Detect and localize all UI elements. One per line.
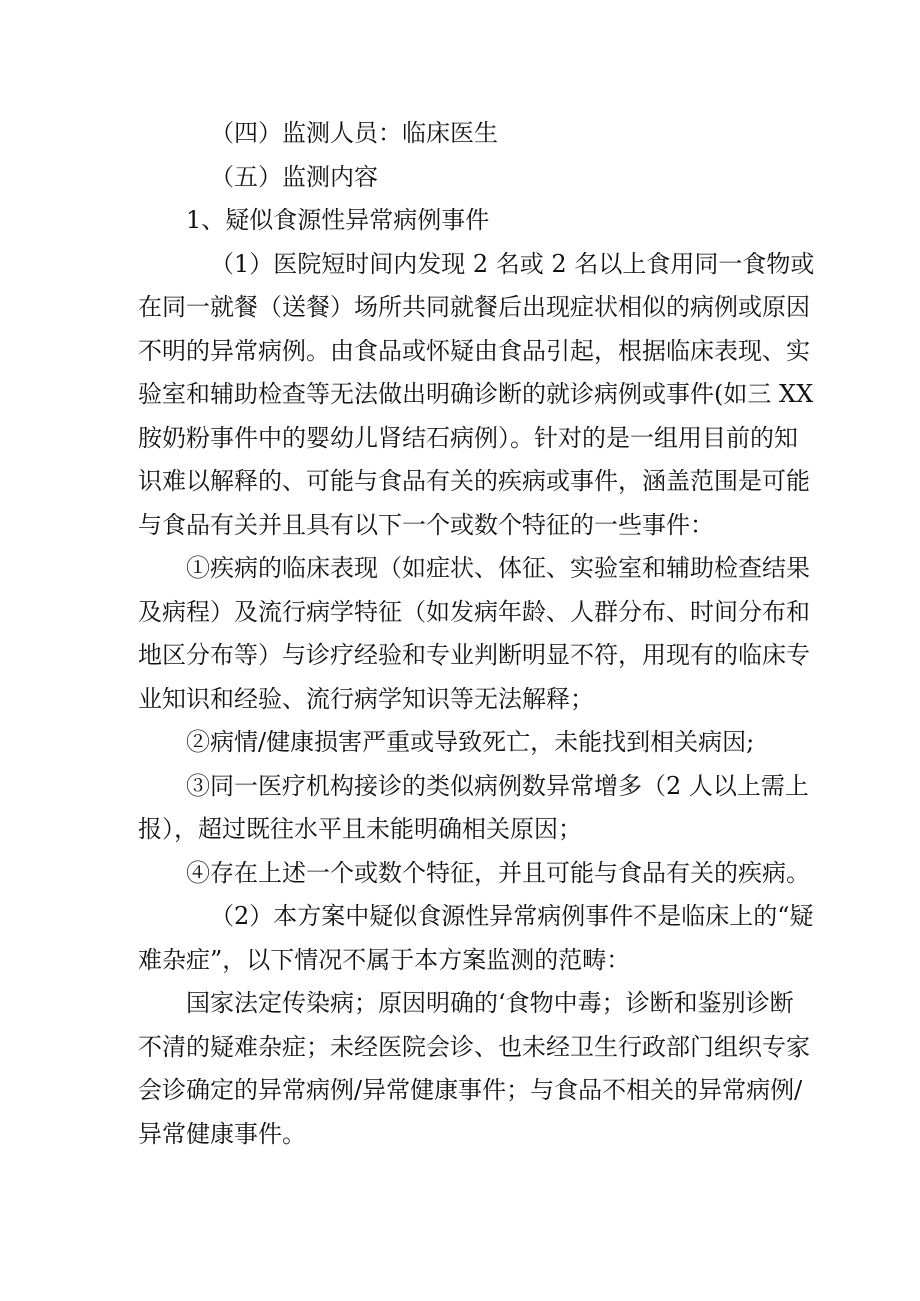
paragraph-2-line: 难杂症”，以下情况不属于本方案监测的范畴： [138,945,631,974]
paragraph-3-line: 国家法定传染病；原因明确的‘食物中毒；诊断和鉴别诊断 [186,989,794,1017]
subheading-1-text: 1、疑似食源性异常病例事件 [186,206,490,234]
list-item-1-line: 地区分布等）与诊疗经验和专业判断明显不符，用现有的临床专 [138,641,810,669]
list-item-1-line: 业知识和经验、流行病学知识等无法解释； [138,684,594,713]
list-item-1-line: 及病程）及流行病学特征（如发病年龄、人群分布、时间分布和 [138,597,810,626]
heading-section-4-text: （四）监测人员：临床医生 [210,119,498,147]
heading-section-4 [138,112,798,156]
paragraph-1-line: 与食品有关并且具有以下一个或数个特征的一些事件： [138,510,714,539]
paragraph-1 [138,243,815,548]
document-body [138,112,815,1156]
paragraph-2 [138,895,814,982]
heading-section-5-text: （五）监测内容 [210,162,378,191]
list-item-3-line: 报），超过既往水平且未能明确相关原因； [138,815,582,843]
paragraph-3-line: 不清的疑难杂症；未经医院会诊、也未经卫生行政部门组织专家 [138,1032,810,1061]
paragraph-1-line: 识难以解释的、可能与食品有关的疾病或事件，涵盖范围是可能 [138,467,810,495]
paragraph-1-line: 胺奶粉事件中的婴幼儿肾结石病例）。针对的是一组用目前的知 [138,423,798,452]
paragraph-3-line: 异常健康事件。 [138,1119,306,1148]
paragraph-3 [138,982,810,1156]
paragraph-1-line: 不明的异常病例。由食品或怀疑由食品引起，根据临床表现、实 [138,336,810,365]
paragraph-2-line: （2）本方案中疑似食源性异常病例事件不是临床上的“疑 [210,902,814,930]
list-item-4-line: ④存在上述一个或数个特征，并且可能与食品有关的疾病。 [186,858,810,887]
subheading-1 [138,199,798,243]
paragraph-1-line: 验室和辅助检查等无法做出明确诊断的就诊病例或事件(如三 XX [138,380,814,408]
list-item-3-line: ③同一医疗机构接诊的类似病例数异常增多（2 人以上需上 [186,771,809,800]
paragraph-1-line: （1）医院短时间内发现 2 名或 2 名以上食用同一食物或 [210,249,815,278]
list-item-1-line: ①疾病的临床表现（如症状、体征、实验室和辅助检查结果 [186,554,810,582]
list-item-4 [138,852,810,896]
heading-section-5 [138,156,798,200]
list-item-2-line: ②病情/健康损害严重或导致死亡，未能找到相关病因; [186,728,755,756]
list-item-2 [138,721,798,765]
list-item-1 [138,547,810,721]
paragraph-3-line: 会诊确定的异常病例/异常健康事件；与食品不相关的异常病例/ [138,1076,803,1104]
paragraph-1-line: 在同一就餐（送餐）场所共同就餐后出现症状相似的病例或原因 [138,293,810,321]
list-item-3 [138,765,809,852]
